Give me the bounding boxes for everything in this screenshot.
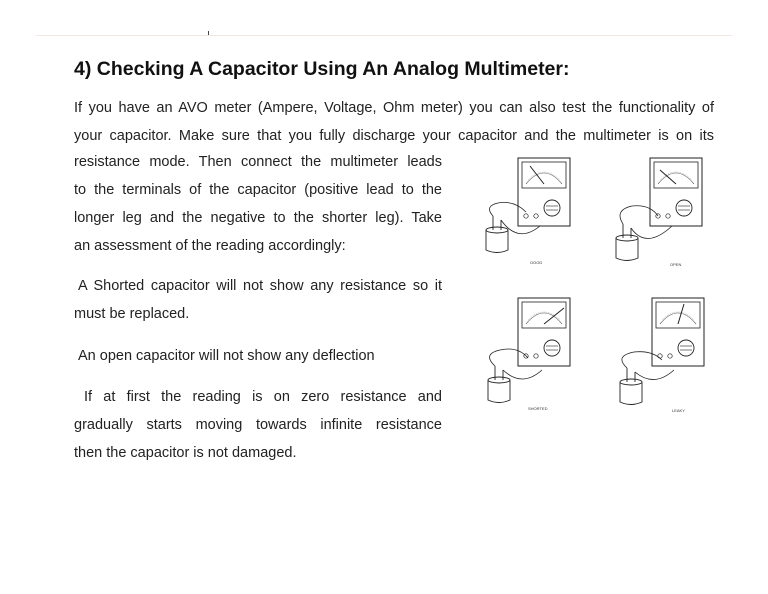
caption-shorted: SHORTED xyxy=(528,406,548,411)
section-heading: 4) Checking A Capacitor Using An Analog Multimeter: xyxy=(74,58,570,80)
top-divider xyxy=(36,35,732,36)
figure-shorted xyxy=(488,298,570,411)
intro-line-1: If you have an AVO meter (Ampere, Voltage, Ohm meter) you can also test the functionality of xyxy=(74,100,714,116)
good-line-1: If at first the reading is on zero resistance and xyxy=(84,389,442,405)
open-line: An open capacitor will not show any deflection xyxy=(78,348,375,364)
figure-good xyxy=(486,158,570,265)
figure-leaky xyxy=(620,298,704,413)
figure-open xyxy=(616,158,702,267)
steps-line-3: longer leg and the negative to the shorter leg). Take xyxy=(74,210,442,226)
multimeter-figures xyxy=(478,148,718,420)
intro-line-2: your capacitor. Make sure that you fully discharge your capacitor and the multimeter is on its xyxy=(74,128,714,144)
top-mark xyxy=(208,31,209,35)
steps-line-2: to the terminals of the capacitor (positive lead to the xyxy=(74,182,442,198)
shorted-line-2: must be replaced. xyxy=(74,306,190,322)
good-line-2: gradually starts moving towards infinite resistance xyxy=(74,417,442,433)
caption-leaky: LEAKY xyxy=(672,408,685,413)
good-line-3: then the capacitor is not damaged. xyxy=(74,445,297,461)
shorted-line-1: A Shorted capacitor will not show any resistance so it xyxy=(78,278,442,294)
steps-line-4: an assessment of the reading accordingly: xyxy=(74,238,346,254)
steps-line-1: resistance mode. Then connect the multimeter leads xyxy=(74,154,442,170)
caption-good: GOOD xyxy=(530,260,543,265)
caption-open: OPEN xyxy=(670,262,682,267)
